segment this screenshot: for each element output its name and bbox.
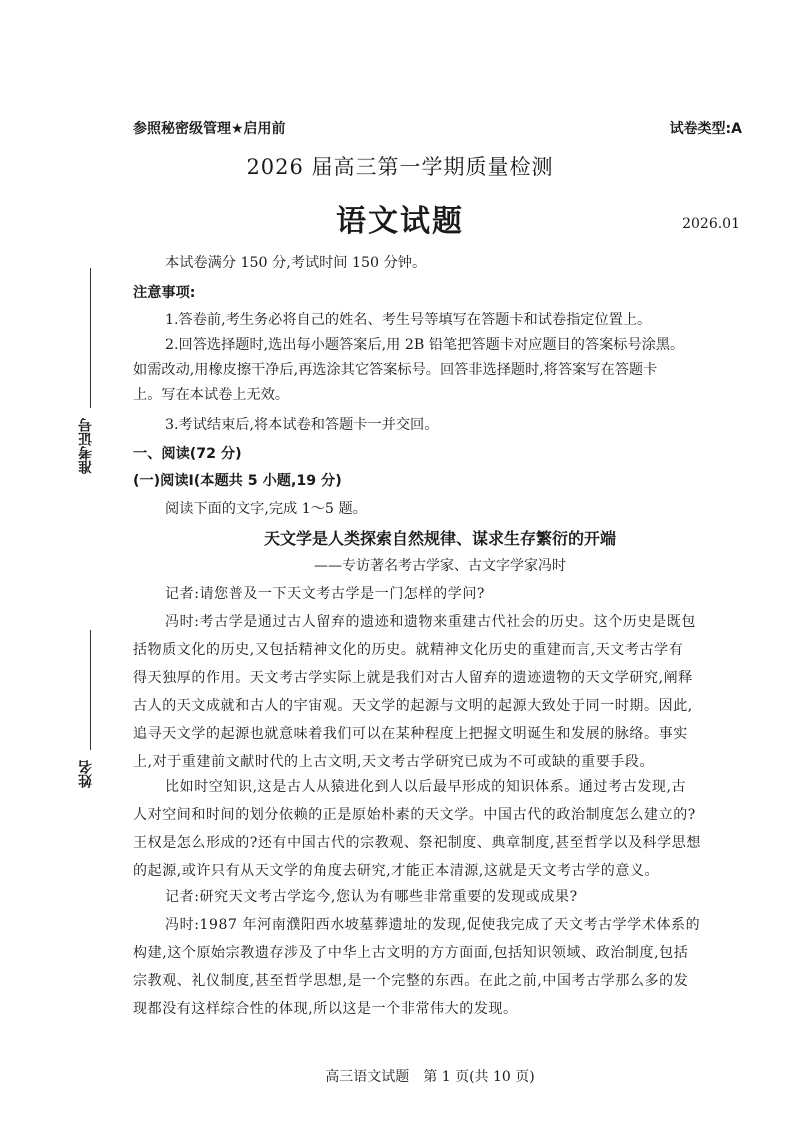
notice-item-1: 1.答卷前,考生务必将自己的姓名、考生号等填写在答题卡和试卷指定位置上。 [165,312,652,328]
article-line: 宗教观、礼仪制度,甚至哲学思想,是一个完整的东西。在此之前,中国考古学那么多的发 [133,973,689,989]
intro-text: 本试卷满分 150 分,考试时间 150 分钟。 [165,255,427,271]
article-line: 上,对于重建前文献时代的上古文明,天文考古学研究已成为不可或缺的重要手段。 [133,754,655,770]
exam-id-line [90,268,91,408]
paper-type-label: 试卷类型:A [669,121,742,137]
subject-title: 语文试题 [336,204,464,239]
article-line: 冯时:1987 年河南濮阳西水坡墓葬遗址的发现,促使我完成了天文考古学学术体系的 [165,917,701,933]
notice-item-2-line-1: 2.回答选择题时,选出每小题答案后,用 2B 铅笔把答题卡对应题目的答案标号涂黑。 [165,337,685,353]
exam-id-label: 准考证号 [78,418,94,474]
article-line: 追寻天文学的起源也就意味着我们可以在某种程度上把握文明诞生和发展的脉络。事实 [133,726,688,742]
exam-title: 2026 届高三第一学期质量检测 [246,155,554,179]
page-footer: 高三语文试题 第 1 页(共 10 页) [325,1069,535,1085]
article-line: 的起源,或许只有从天文学的角度去研究,才能正本清源,这就是天文考古学的意义。 [133,863,660,879]
article-line: 现都没有这样综合性的体现,所以这是一个非常伟大的发现。 [133,1001,518,1017]
notice-heading: 注意事项: [133,285,196,301]
section-part-1: 一、阅读(72 分) [133,446,242,462]
article-line: 冯时:考古学是通过古人留弃的遗迹和遗物来重建古代社会的历史。这个历史是既包 [165,614,696,630]
reading-instruction: 阅读下面的文字,完成 1～5 题。 [165,501,367,517]
article-line: 得天独厚的作用。天文考古学实际上就是我们对古人留弃的遗迹遗物的天文学研究,阐释 [133,670,693,686]
name-label: 姓名 [78,760,94,788]
notice-item-2-line-3: 上。写在本试卷上无效。 [133,387,290,403]
article-line: 记者:请您普及一下天文考古学是一门怎样的学问? [165,586,486,602]
notice-item-2-line-2: 如需改动,用橡皮擦干净后,再选涂其它答案标号。回答非选择题时,将答案写在答题卡 [133,362,658,378]
exam-date: 2026.01 [682,216,740,232]
confidentiality-label: 参照秘密级管理★启用前 [133,121,286,137]
notice-item-3: 3.考试结束后,将本试卷和答题卡一并交回。 [165,417,439,433]
article-line: 王权是怎么形成的?还有中国古代的宗教观、祭祀制度、典章制度,甚至哲学以及科学思想 [133,835,701,851]
name-line [90,630,91,750]
article-line: 记者:研究天文考古学迄今,您认为有哪些非常重要的发现或成果? [165,889,578,905]
article-subtitle: ——专访著名考古学家、古文字学家冯时 [314,558,566,574]
section-reading-1: (一)阅读Ⅰ(本题共 5 小题,19 分) [133,473,342,489]
article-line: 古人的天文成就和古人的宇宙观。天文学的起源与文明的起源大致处于同一时期。因此, [133,698,693,714]
article-line: 比如时空知识,这是古人从猿进化到人以后最早形成的知识体系。通过考古发现,古 [165,779,687,795]
article-title: 天文学是人类探索自然规律、谋求生存繁衍的开端 [263,529,616,548]
article-line: 括物质文化的历史,又包括精神文化的历史。就精神文化历史的重建而言,天文考古学有 [133,642,684,658]
article-line: 人对空间和时间的划分依赖的正是原始朴素的天文学。中国古代的政治制度怎么建立的? [133,807,696,823]
article-line: 构建,这个原始宗教遗存涉及了中华上古文明的方方面面,包括知识领域、政治制度,包括 [133,945,689,961]
